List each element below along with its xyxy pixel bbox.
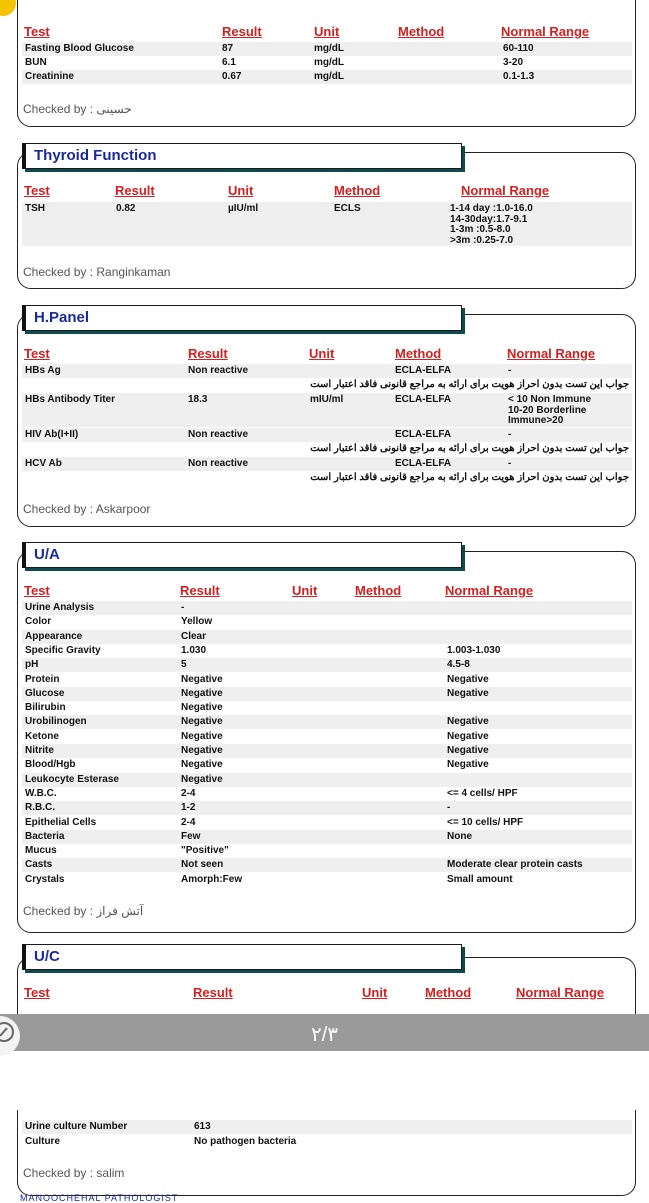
header-test: Test: [24, 985, 50, 1000]
header-unit: Unit: [228, 183, 254, 198]
checked-by-name: salim: [96, 1166, 125, 1180]
checked-by-name: Ranginkaman: [96, 265, 171, 279]
section-title-tab: [22, 542, 462, 568]
table-row: Bilirubin Negative: [25, 702, 223, 714]
section-title: U/A: [34, 546, 60, 563]
table-row: Fasting Blood Glucose 87 mg/dL 60-110: [22, 42, 632, 56]
table-row: TSH 0.82 µIU/ml ECLS 1-14 day :1.0-16.0 14-30day:1.7-9.1 1-3m :0.5-8.0 >3m :0.25-7.0: [22, 202, 632, 246]
table-row: Protein Negative Negative: [25, 673, 489, 685]
header-method: Method: [395, 346, 442, 361]
table-row: Glucose Negative Negative: [22, 687, 632, 701]
header-method: Method: [355, 583, 402, 598]
checked-by-name: Askarpoor: [95, 502, 151, 516]
header-test: Test: [24, 183, 50, 198]
checked-by: Checked by : حسینی: [23, 102, 132, 116]
checked-by: Checked by : salim: [23, 1166, 125, 1180]
checked-by: Checked by : Ranginkaman: [23, 265, 171, 279]
table-row: Color Yellow: [25, 616, 213, 628]
table-row: Nitrite Negative Negative: [22, 744, 632, 758]
table-row: Crystals Amorph:Few Small amount: [25, 873, 513, 885]
page-indicator: ۲/۳: [310, 1024, 339, 1046]
table-row: Urobilinogen Negative Negative: [22, 715, 632, 729]
table-row: Creatinine 0.67 mg/dL 0.1-1.3: [22, 70, 632, 84]
table-row: W.B.C. 2-4 <= 4 cells/ HPF: [25, 787, 518, 799]
table-row: Leukocyte Esterase Negative: [22, 773, 632, 787]
table-row: pH 5 4.5-8: [22, 658, 632, 672]
header-unit: Unit: [309, 346, 335, 361]
section-title: U/C: [34, 948, 60, 965]
legal-note: جواب این تست بدون احراز هویت برای ارائه به مراجع قانونی فاقد اعتبار است: [310, 379, 629, 390]
header-normal-range: Normal Range: [501, 24, 590, 39]
table-row: Epithelial Cells 2-4 <= 10 cells/ HPF: [25, 816, 524, 828]
corner-indicator: [0, 0, 16, 16]
table-row: Blood/Hgb Negative Negative: [25, 759, 489, 771]
table-row: HIV Ab(I+II) Non reactive ECLA-ELFA -: [22, 428, 632, 442]
table-row: Casts Not seen Moderate clear protein casts: [22, 858, 632, 872]
section-title-tab: [22, 944, 462, 970]
header-result: Result: [115, 183, 155, 198]
header-normal-range: Normal Range: [461, 183, 550, 198]
header-result: Result: [222, 24, 262, 39]
header-result: Result: [188, 346, 228, 361]
table-row: Bacteria Few None: [22, 830, 632, 844]
header-normal-range: Normal Range: [516, 985, 605, 1000]
header-method: Method: [398, 24, 445, 39]
checked-by-name: آتش فراز: [96, 904, 144, 918]
table-row: HCV Ab Non reactive ECLA-ELFA -: [22, 457, 632, 471]
footer-text: MANOOCHEHAL PATHOLOGIST: [20, 1193, 179, 1203]
table-row: HBs Antibody Titer 18.3 mIU/ml ECLA-ELFA < 10 Non Immune 10-20 Borderline Immune>20: [22, 393, 632, 427]
table-row: Urine Analysis -: [22, 601, 632, 615]
table-row: Appearance Clear: [22, 630, 632, 644]
table-row: Urine culture Number 613: [22, 1120, 632, 1134]
header-method: Method: [425, 985, 472, 1000]
section-title-tab: [22, 143, 462, 169]
table-row: Culture No pathogen bacteria: [25, 1136, 297, 1147]
header-test: Test: [24, 346, 50, 361]
table-row: HBs Ag Non reactive ECLA-ELFA -: [22, 364, 632, 378]
header-test: Test: [24, 583, 50, 598]
table-row: Specific Gravity 1.030 1.003-1.030: [25, 644, 501, 656]
header-unit: Unit: [362, 985, 388, 1000]
legal-note: جواب این تست بدون احراز هویت برای ارائه به مراجع قانونی فاقد اعتبار است: [310, 443, 629, 454]
header-unit: Unit: [292, 583, 318, 598]
legal-note: جواب این تست بدون احراز هویت برای ارائه به مراجع قانونی فاقد اعتبار است: [310, 472, 629, 483]
checked-by-name: حسینی: [96, 102, 132, 116]
header-unit: Unit: [314, 24, 340, 39]
header-test: Test: [24, 24, 50, 39]
header-result: Result: [193, 985, 233, 1000]
table-row: BUN 6.1 mg/dL 3-20: [25, 57, 524, 68]
header-result: Result: [180, 583, 220, 598]
section-title-tab: [22, 305, 462, 331]
header-normal-range: Normal Range: [445, 583, 534, 598]
table-row: Mucus "Positive": [25, 845, 229, 857]
checked-by: Checked by : آتش فراز: [23, 904, 144, 918]
checked-by: Checked by : Askarpoor: [23, 502, 151, 516]
header-method: Method: [334, 183, 381, 198]
table-row: Ketone Negative Negative: [25, 730, 489, 742]
section-title: H.Panel: [34, 309, 90, 326]
section-title: Thyroid Function: [34, 147, 157, 164]
table-row: R.B.C. 1-2 -: [22, 801, 632, 815]
header-normal-range: Normal Range: [507, 346, 596, 361]
